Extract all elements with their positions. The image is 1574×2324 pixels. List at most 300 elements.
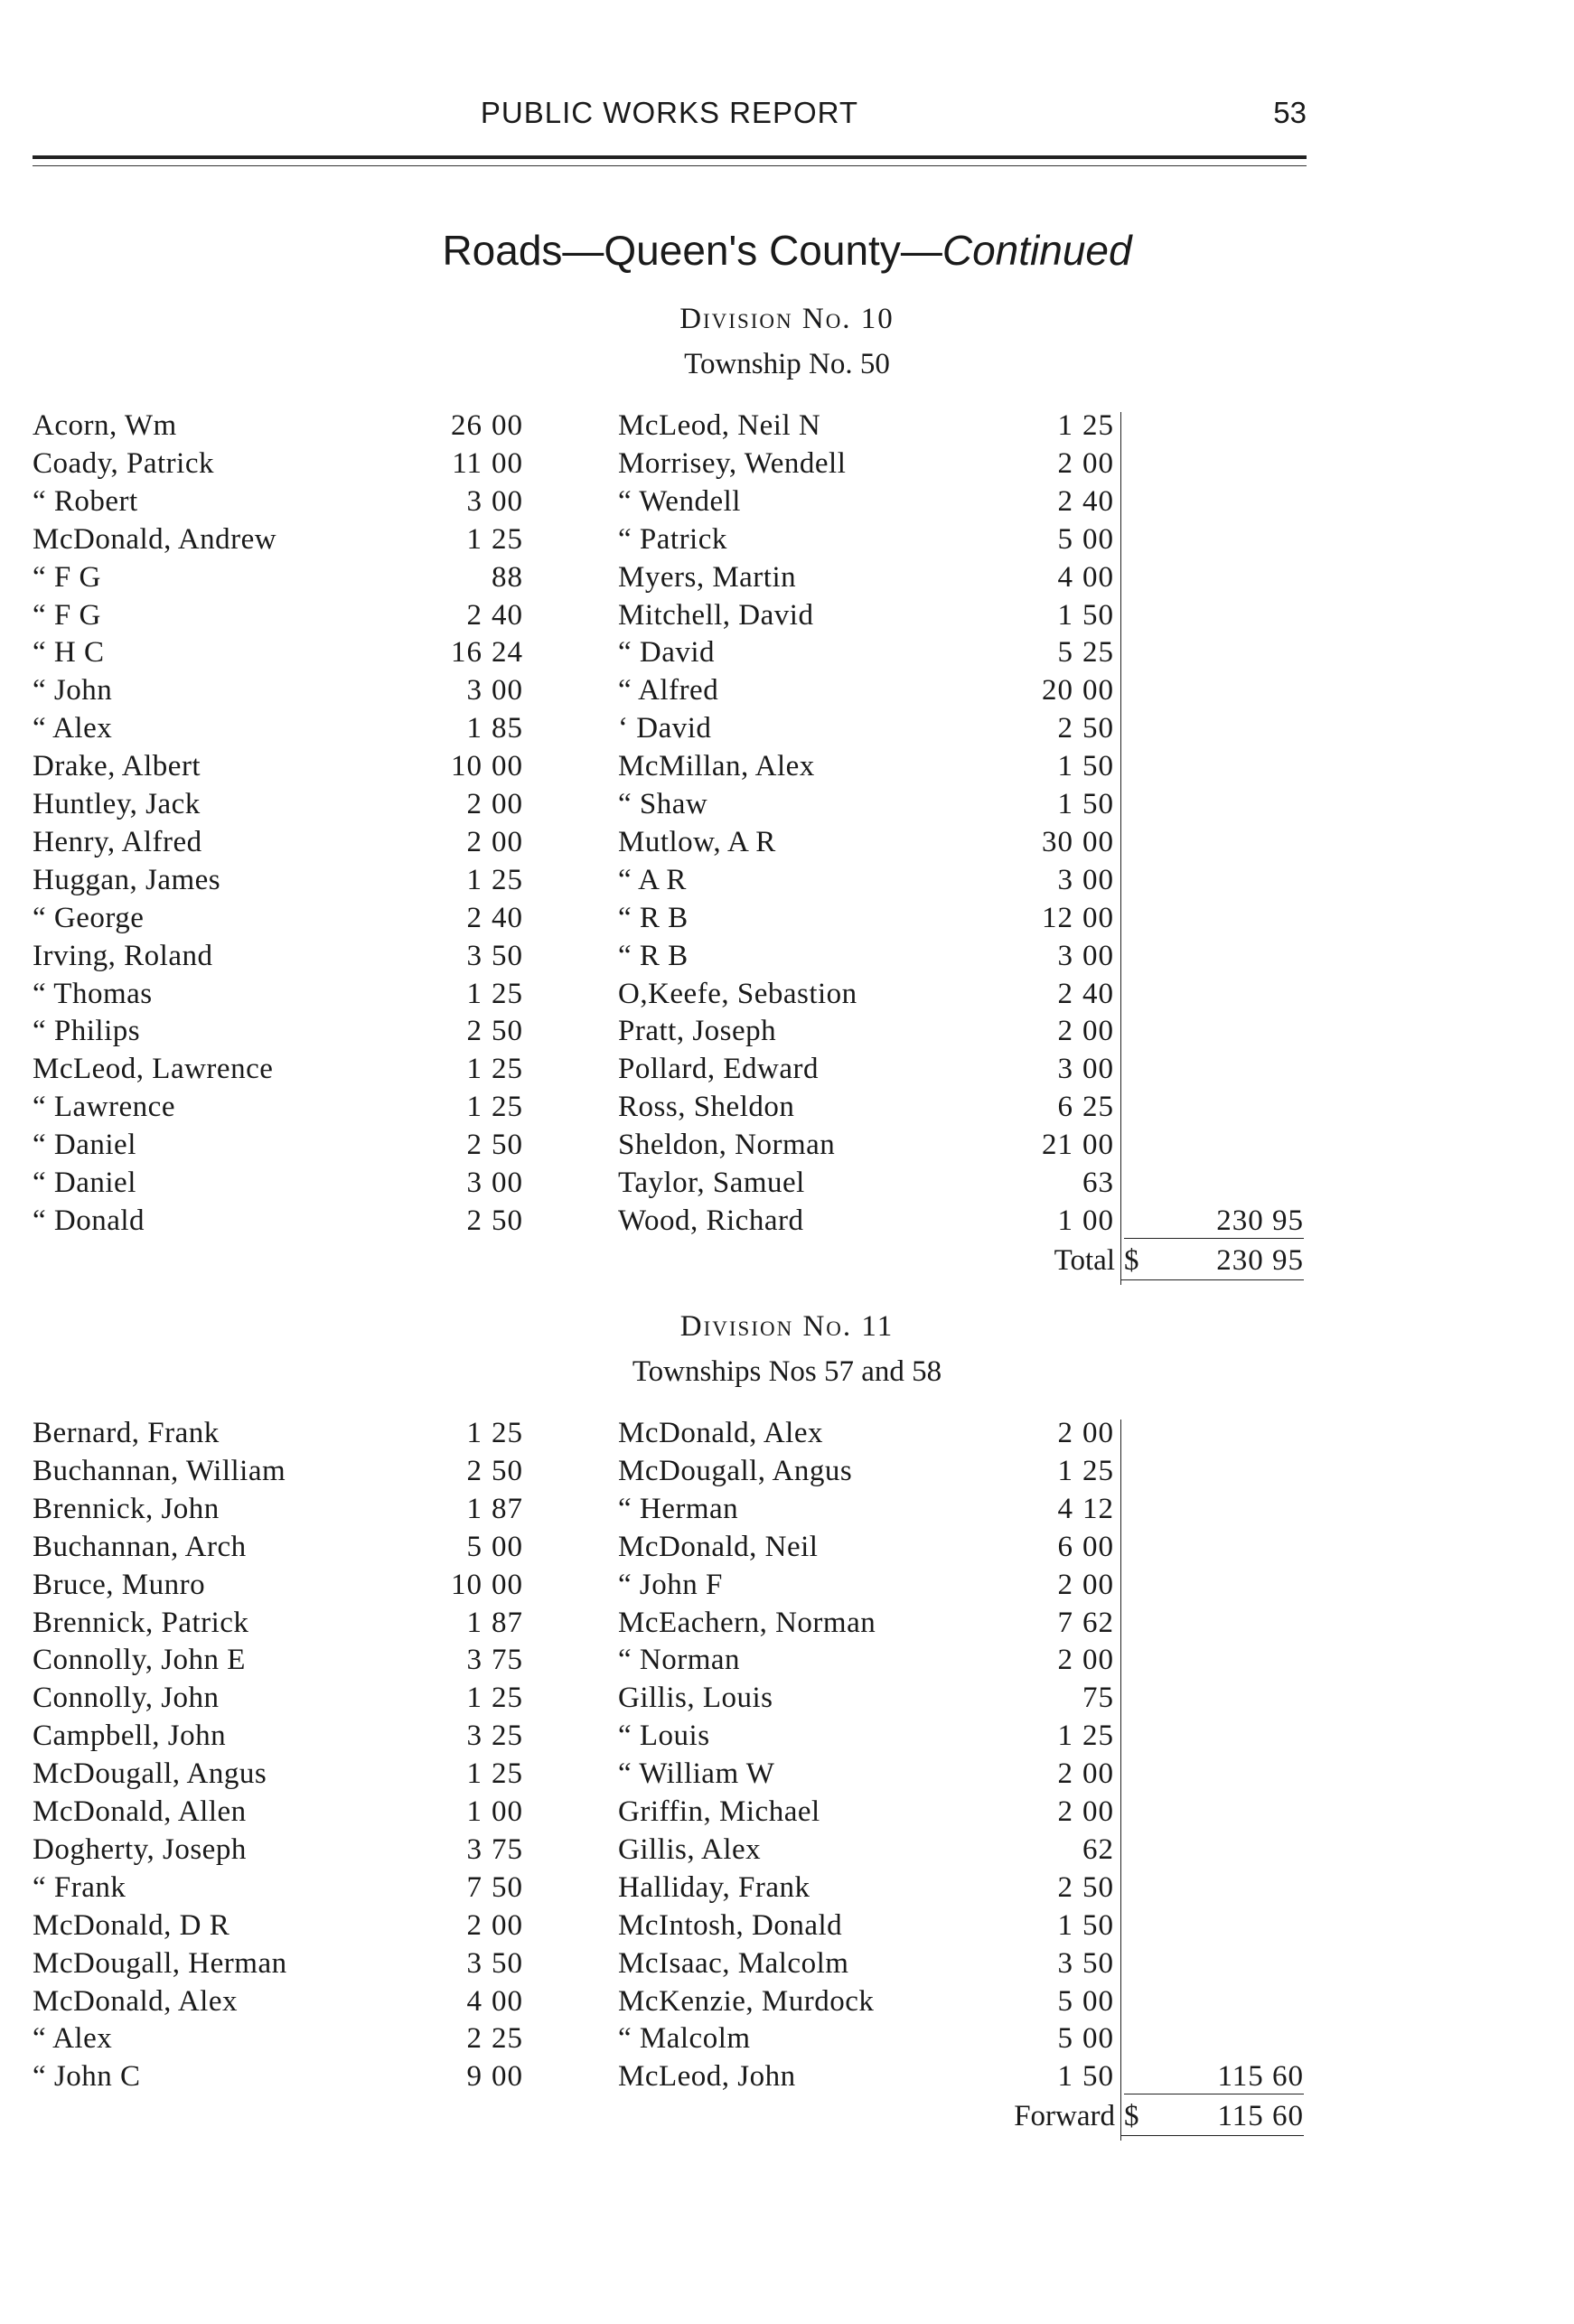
entry-name: Bruce, Munro (33, 1568, 206, 1601)
entry-amount (352, 975, 533, 1013)
amount-dollars: 26 (451, 409, 483, 442)
amount-cents: 00 (1082, 1530, 1114, 1563)
entry-name: McDonald, Alex (618, 1417, 823, 1449)
amount-cents: 00 (1082, 1417, 1114, 1449)
amount-dollars: 5 (466, 1530, 483, 1563)
entry-name: Ross, Sheldon (618, 1091, 795, 1124)
entry-amount (352, 1202, 533, 1240)
entry-amount (943, 823, 1124, 861)
amount-cents: 25 (492, 2022, 523, 2056)
entry-name: Connolly, John E (33, 1644, 246, 1677)
amount-cents: 50 (492, 939, 523, 972)
entry-amount (943, 1869, 1124, 1907)
entry-amount (943, 520, 1124, 558)
amount-cents: 50 (492, 1129, 523, 1162)
amount-dollars: 30 (1042, 825, 1073, 858)
entry-amount (943, 937, 1124, 975)
amount-dollars: 6 (1057, 1091, 1073, 1124)
entry-name: “ Alfred (618, 674, 719, 708)
amount-dollars: 1 (1057, 598, 1073, 632)
entry-amount (352, 1869, 533, 1907)
amount-dollars: 2 (1057, 446, 1073, 480)
entry-amount (943, 596, 1124, 634)
entry-amount (352, 1944, 533, 1982)
entry-name: McDonald, Alex (33, 1984, 238, 2018)
amount-cents: 75 (492, 1832, 523, 1866)
entry-amount (352, 1566, 533, 1604)
entry-name: “ William W (618, 1757, 775, 1791)
amount-cents: 00 (1082, 939, 1114, 972)
entry-amount (943, 1088, 1124, 1126)
amount-cents: 00 (492, 1530, 523, 1563)
amount-cents: 87 (492, 1606, 523, 1639)
amount-dollars: 3 (466, 484, 483, 518)
entry-name: McDougall, Angus (33, 1757, 267, 1791)
entry-amount (943, 633, 1124, 671)
entry-amount (352, 1604, 533, 1642)
entry-amount (943, 1414, 1124, 1452)
amount-dollars: 5 (1057, 2022, 1073, 2056)
total-rule (1120, 2135, 1304, 2136)
entry-amount (352, 1528, 533, 1566)
entry-amount (352, 1164, 533, 1202)
amount-dollars: 5 (1057, 636, 1073, 670)
amount-cents: 25 (1082, 409, 1114, 442)
section-title (0, 226, 1574, 275)
amount-cents: 00 (492, 1167, 523, 1199)
entry-name: Connolly, John (33, 1682, 220, 1715)
division-10-label: Division No. 10 (679, 303, 895, 335)
entry-amount (352, 407, 533, 445)
amount-dollars: 4 (1057, 560, 1073, 594)
subtotal-rule (1124, 1238, 1304, 1239)
entry-name: Pratt, Joseph (618, 1015, 777, 1048)
amount-dollars: 2 (1057, 977, 1073, 1010)
amount-dollars: 2 (466, 1129, 483, 1162)
amount-cents: 50 (1082, 1870, 1114, 1904)
amount-dollars: 1 (466, 1757, 483, 1791)
entry-amount (352, 1907, 533, 1944)
amount-dollars: 1 (1057, 1204, 1073, 1237)
amount-dollars: 1 (1057, 1908, 1073, 1942)
entry-name: Mitchell, David (618, 598, 814, 632)
entry-name: McEachern, Norman (618, 1606, 876, 1639)
amount-dollars: 2 (466, 1908, 483, 1942)
entry-name: Drake, Albert (33, 750, 201, 783)
entry-name: “ Frank (33, 1870, 126, 1904)
entry-name: “ David (618, 636, 716, 670)
entry-name: “ Alex (33, 2022, 113, 2056)
entry-name: “ R B (618, 939, 689, 972)
entry-amount (943, 1907, 1124, 1944)
amount-cents: 85 (492, 712, 523, 745)
amount-cents: 00 (1082, 1795, 1114, 1828)
amount-cents: 50 (492, 1204, 523, 1237)
amount-cents: 00 (492, 1908, 523, 1942)
entry-amount (943, 483, 1124, 520)
amount-cents: 00 (1082, 1757, 1114, 1791)
amount-dollars: 1 (1057, 409, 1073, 442)
amount-dollars: 2 (1057, 1015, 1073, 1048)
section-title-continued: Continued (942, 227, 1132, 274)
entry-name: Morrisey, Wendell (618, 446, 847, 480)
entry-name: O,Keefe, Sebastion (618, 977, 857, 1010)
amount-cents: 25 (492, 1417, 523, 1449)
amount-dollars: 2 (1057, 712, 1073, 745)
amount-cents: 25 (492, 1757, 523, 1791)
entry-amount (352, 1982, 533, 2020)
entry-name: McDonald, Neil (618, 1530, 819, 1563)
amount-cents: 25 (1082, 1454, 1114, 1487)
entry-amount (943, 1452, 1124, 1490)
amount-dollars: 1 (1057, 2060, 1073, 2094)
amount-cents: 00 (492, 2060, 523, 2094)
entry-name: Huntley, Jack (33, 788, 201, 820)
entry-name: “ Donald (33, 1204, 145, 1237)
amount-cents: 40 (1082, 977, 1114, 1010)
entry-name: McKenzie, Murdock (618, 1984, 875, 2018)
entry-name: “ Norman (618, 1644, 741, 1677)
entry-name: Buchannan, Arch (33, 1530, 247, 1563)
page-header (33, 96, 1307, 136)
division-10-heading (0, 296, 1574, 387)
entry-amount (943, 1982, 1124, 2020)
entry-amount (352, 596, 533, 634)
amount-cents: 40 (492, 598, 523, 632)
division-total-value: 115 60 (1217, 2100, 1304, 2133)
amount-cents: 00 (1082, 1644, 1114, 1677)
amount-cents: 00 (492, 825, 523, 858)
amount-cents: 25 (492, 1053, 523, 1086)
amount-dollars: 2 (1057, 1644, 1073, 1677)
amount-dollars: 7 (466, 1870, 483, 1904)
entry-name: McLeod, Lawrence (33, 1053, 274, 1086)
entry-name: “ F G (33, 560, 101, 594)
entry-name: Griffin, Michael (618, 1795, 820, 1828)
entry-name: “ Herman (618, 1492, 739, 1525)
amount-cents: 00 (1082, 674, 1114, 708)
entry-amount (943, 785, 1124, 823)
entry-amount (943, 1641, 1124, 1679)
entry-amount (352, 1050, 533, 1088)
entry-amount (352, 1452, 533, 1490)
entry-name: Coady, Patrick (33, 446, 214, 480)
division-total-label: Total (1054, 1243, 1115, 1277)
entry-amount (352, 633, 533, 671)
entry-amount (352, 2057, 533, 2095)
amount-dollars: 11 (452, 446, 483, 480)
entry-name: Gillis, Alex (618, 1832, 762, 1866)
entry-amount (352, 520, 533, 558)
amount-dollars: 2 (1057, 1568, 1073, 1601)
division-total-label: Forward (1014, 2100, 1115, 2133)
entry-name: Brennick, Patrick (33, 1606, 249, 1639)
entry-name: “ A R (618, 863, 687, 896)
amount-dollars: 3 (466, 674, 483, 708)
amount-dollars: 1 (1057, 1454, 1073, 1487)
amount-dollars: 3 (466, 1946, 483, 1980)
amount-cents: 00 (1082, 863, 1114, 896)
entry-name: “ Louis (618, 1720, 710, 1753)
entry-amount (352, 785, 533, 823)
entry-name: “ Philips (33, 1015, 141, 1048)
amount-cents: 00 (492, 484, 523, 518)
amount-cents: 00 (1082, 522, 1114, 556)
amount-cents: 50 (492, 1454, 523, 1487)
amount-dollars: 2 (1057, 1417, 1073, 1449)
amount-cents: 00 (492, 750, 523, 783)
amount-cents: 50 (1082, 788, 1114, 820)
amount-dollars: 3 (1057, 939, 1073, 972)
amount-cents: 25 (492, 522, 523, 556)
entry-name: McDougall, Angus (618, 1454, 853, 1487)
division-total-currency: $ (1124, 2100, 1139, 2133)
amount-dollars: 2 (1057, 484, 1073, 518)
entry-amount (352, 1088, 533, 1126)
entry-name: Wood, Richard (618, 1204, 804, 1237)
entry-amount (352, 747, 533, 785)
amount-dollars: 6 (1057, 1530, 1073, 1563)
amount-dollars: 3 (466, 1167, 483, 1199)
entry-name: McIntosh, Donald (618, 1908, 843, 1942)
amount-dollars: 3 (466, 1832, 483, 1866)
amount-dollars: 1 (466, 712, 483, 745)
entry-name: “ R B (618, 901, 689, 934)
entry-name: McDonald, D R (33, 1908, 230, 1942)
amount-dollars: 2 (1057, 1795, 1073, 1828)
amount-column-rule (1120, 412, 1121, 1285)
amount-dollars: 10 (451, 1568, 483, 1601)
entry-name: “ Malcolm (618, 2022, 751, 2056)
entry-name: McDougall, Herman (33, 1946, 287, 1980)
amount-dollars: 3 (466, 1644, 483, 1677)
amount-cents: 00 (1082, 446, 1114, 480)
entry-name: Buchannan, William (33, 1454, 286, 1487)
page-number: 53 (1273, 96, 1307, 129)
amount-dollars: 1 (1057, 788, 1073, 820)
entry-amount (352, 445, 533, 483)
division-subtotal: 230 95 (1216, 1204, 1304, 1237)
amount-dollars: 1 (466, 1795, 483, 1828)
amount-cents: 00 (492, 674, 523, 708)
division-total-currency: $ (1124, 1243, 1139, 1277)
entry-amount (943, 1944, 1124, 1982)
entry-name: McLeod, John (618, 2060, 796, 2094)
amount-cents: 24 (492, 636, 523, 670)
entry-name: “ Daniel (33, 1167, 136, 1199)
amount-cents: 00 (1082, 1204, 1114, 1237)
entry-amount (352, 1679, 533, 1717)
amount-dollars: 2 (466, 901, 483, 934)
entry-name: “ Patrick (618, 522, 727, 556)
amount-cents: 00 (1082, 1984, 1114, 2018)
entry-name: “ Lawrence (33, 1091, 175, 1124)
amount-cents: 00 (1082, 825, 1114, 858)
amount-dollars: 16 (451, 636, 483, 670)
entry-name: Pollard, Edward (618, 1053, 819, 1086)
entry-amount (352, 1793, 533, 1831)
amount-cents: 00 (492, 409, 523, 442)
entry-amount (352, 671, 533, 709)
amount-dollars: 10 (451, 750, 483, 783)
entry-name: Dogherty, Joseph (33, 1832, 247, 1866)
amount-dollars: 1 (466, 1606, 483, 1639)
entry-amount (943, 2019, 1124, 2057)
amount-dollars: 2 (466, 825, 483, 858)
amount-cents: 00 (1082, 1129, 1114, 1162)
entry-name: Brennick, John (33, 1492, 220, 1525)
entry-amount (352, 1755, 533, 1793)
entry-name: Huggan, James (33, 863, 221, 896)
entry-name: “ Alex (33, 712, 113, 745)
entry-amount (352, 1414, 533, 1452)
entry-name: ‘ David (618, 712, 712, 745)
section-title-main: Roads—Queen's County— (442, 227, 942, 274)
amount-cents: 75 (492, 1644, 523, 1677)
amount-dollars: 4 (1057, 1492, 1073, 1525)
running-title: PUBLIC WORKS REPORT (480, 96, 859, 129)
amount-cents: 40 (1082, 484, 1114, 518)
amount-dollars: 5 (1057, 522, 1073, 556)
amount-cents: 25 (492, 863, 523, 896)
amount-dollars: 3 (1057, 1053, 1073, 1086)
amount-cents: 25 (492, 1091, 523, 1124)
entry-amount (352, 1641, 533, 1679)
amount-dollars: 3 (1057, 1946, 1073, 1980)
division-subtotal: 115 60 (1217, 2060, 1304, 2094)
amount-cents: 25 (1082, 1720, 1114, 1753)
amount-cents: 62 (1082, 1832, 1114, 1866)
entry-amount (352, 899, 533, 937)
entry-name: “ Daniel (33, 1129, 136, 1162)
entry-amount (352, 2019, 533, 2057)
entry-name: “ H C (33, 636, 105, 670)
entry-name: Sheldon, Norman (618, 1129, 836, 1162)
entry-name: Irving, Roland (33, 939, 213, 972)
entry-amount (943, 2057, 1124, 2095)
amount-dollars: 20 (1042, 674, 1073, 708)
entry-amount (352, 1717, 533, 1755)
amount-cents: 50 (492, 1870, 523, 1904)
entry-name: “ George (33, 901, 145, 934)
amount-dollars: 3 (466, 939, 483, 972)
entry-amount (943, 1755, 1124, 1793)
entry-amount (352, 861, 533, 899)
entry-name: Myers, Martin (618, 560, 797, 594)
entry-amount (352, 1831, 533, 1869)
entry-amount (943, 1528, 1124, 1566)
amount-dollars: 2 (466, 598, 483, 632)
entry-name: “ Robert (33, 484, 138, 518)
amount-dollars: 1 (466, 1053, 483, 1086)
amount-dollars: 5 (1057, 1984, 1073, 2018)
entry-name: Henry, Alfred (33, 825, 202, 858)
amount-cents: 25 (492, 1720, 523, 1753)
amount-dollars: 1 (466, 1492, 483, 1525)
amount-cents: 40 (492, 901, 523, 934)
entry-amount (943, 1793, 1124, 1831)
entry-name: “ John C (33, 2060, 141, 2094)
entry-amount (943, 1012, 1124, 1050)
entry-amount (943, 1490, 1124, 1528)
amount-dollars: 3 (1057, 863, 1073, 896)
amount-dollars: 1 (466, 1682, 483, 1715)
amount-dollars: 1 (466, 1091, 483, 1124)
amount-cents: 50 (1082, 598, 1114, 632)
amount-cents: 00 (1082, 901, 1114, 934)
entry-name: McDonald, Andrew (33, 522, 277, 556)
amount-dollars: 1 (1057, 750, 1073, 783)
entry-amount (943, 445, 1124, 483)
entry-name: “ John (33, 674, 113, 708)
entry-amount (943, 1679, 1124, 1717)
entry-amount (943, 1202, 1124, 1240)
entry-name: Halliday, Frank (618, 1870, 810, 1904)
amount-cents: 50 (1082, 1908, 1114, 1942)
amount-cents: 00 (492, 446, 523, 480)
entry-amount (352, 1126, 533, 1164)
amount-dollars: 21 (1042, 1129, 1073, 1162)
division-11-label: Division No. 11 (679, 1310, 895, 1343)
amount-dollars: 2 (466, 1204, 483, 1237)
amount-dollars: 9 (466, 2060, 483, 2094)
amount-dollars: 2 (466, 1015, 483, 1048)
entry-name: McMillan, Alex (618, 750, 815, 783)
entry-amount (352, 709, 533, 747)
entry-amount (352, 558, 533, 596)
entry-amount (943, 558, 1124, 596)
entry-amount (943, 975, 1124, 1013)
amount-cents: 00 (492, 1795, 523, 1828)
amount-cents: 50 (492, 1015, 523, 1048)
amount-cents: 25 (1082, 1091, 1114, 1124)
amount-cents: 50 (492, 1946, 523, 1980)
entry-amount (943, 1126, 1124, 1164)
division-11-township: Townships Nos 57 and 58 (632, 1355, 942, 1388)
entry-amount (943, 861, 1124, 899)
entry-amount (943, 709, 1124, 747)
amount-dollars: 7 (1057, 1606, 1073, 1639)
amount-cents: 87 (492, 1492, 523, 1525)
amount-cents: 50 (1082, 712, 1114, 745)
entry-amount (943, 1604, 1124, 1642)
amount-dollars: 3 (466, 1720, 483, 1753)
entry-amount (943, 407, 1124, 445)
division-total-value: 230 95 (1216, 1243, 1304, 1277)
amount-dollars: 2 (466, 1454, 483, 1487)
amount-cents: 00 (492, 1568, 523, 1601)
amount-dollars: 2 (466, 788, 483, 820)
amount-dollars: 1 (466, 1417, 483, 1449)
amount-cents: 50 (1082, 750, 1114, 783)
amount-dollars: 2 (1057, 1870, 1073, 1904)
amount-cents: 62 (1082, 1606, 1114, 1639)
entry-amount (352, 1490, 533, 1528)
entry-amount (943, 1717, 1124, 1755)
amount-column-rule (1120, 1420, 1121, 2141)
amount-dollars: 1 (466, 863, 483, 896)
amount-cents: 25 (492, 977, 523, 1010)
entry-amount (943, 1164, 1124, 1202)
amount-cents: 50 (1082, 2060, 1114, 2094)
amount-dollars: 1 (466, 522, 483, 556)
division-11-heading (0, 1304, 1574, 1394)
entry-name: McLeod, Neil N (618, 409, 821, 442)
amount-cents: 25 (1082, 636, 1114, 670)
entry-amount (943, 899, 1124, 937)
entry-amount (352, 937, 533, 975)
entry-amount (943, 1831, 1124, 1869)
